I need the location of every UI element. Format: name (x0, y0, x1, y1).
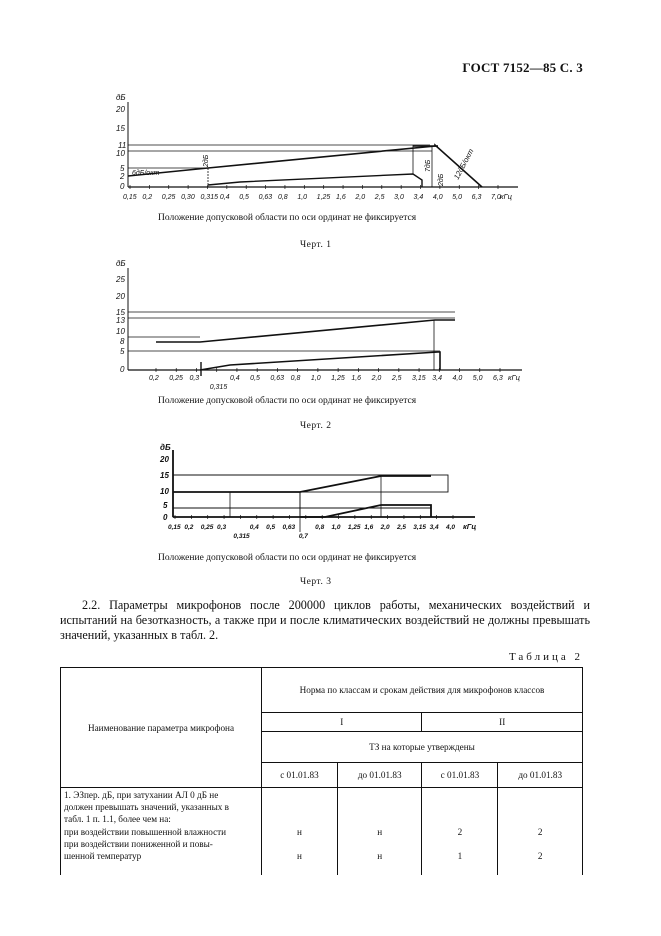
chart-3-caption: Положение допусковой области по оси ординат не фиксируется (158, 553, 417, 563)
x-tick-label: 1,0 (310, 375, 321, 382)
x-tick-label: 6,3 (471, 194, 482, 201)
x-tick-label: 1,6 (336, 194, 346, 201)
chart-3-ytick: 5 (163, 501, 168, 510)
x-tick-label: 6,3 (493, 375, 503, 382)
chart-2-ytick: 10 (116, 327, 125, 336)
x-tick-label: 0,8 (277, 194, 288, 201)
chart-2-ytick: 0 (120, 365, 125, 374)
x-tick-label: 1,25 (331, 375, 345, 382)
chart-1-annotation: 2дБ (438, 173, 445, 186)
cell-value: н (377, 826, 383, 837)
x-tick-label: 1,6 (351, 375, 362, 382)
x-tick-label: 0,15 (168, 524, 181, 531)
chart-1-ylabel: дБ (116, 93, 126, 102)
row-text: шенной температур (64, 850, 142, 861)
row-1-cell (337, 788, 422, 876)
x-tick-label: 0,2 (184, 524, 194, 531)
x-tick-label: 0,2 (149, 375, 159, 382)
x-tick-label: 2,0 (371, 375, 382, 382)
row-text: должен превышать значений, указанных в (64, 802, 230, 813)
col-header: до 01.01.83 (337, 763, 422, 788)
chart-2-caption: Положение допусковой области по оси ординат не фиксируется (158, 396, 417, 406)
x-tick-label: 3,4 (413, 194, 424, 201)
chart-1 (110, 92, 530, 207)
chart-2 (110, 258, 530, 391)
class-1-header: I (262, 713, 422, 732)
x-tick-label: 2,0 (355, 194, 366, 201)
x-tick-label: 2,5 (374, 194, 385, 201)
chart-3-lower-limit (300, 505, 431, 517)
chart-3-ytick: 10 (160, 487, 169, 496)
row-text: табл. 1 п. 1.1, более чем на: (64, 814, 171, 825)
chart-3-xunit: кГц (463, 522, 477, 531)
x-tick-label: 0,7 (298, 533, 308, 540)
x-tick-label: 1,25 (316, 194, 331, 201)
x-tick-label: 0,4 (229, 375, 240, 382)
col-header: с 01.01.83 (422, 763, 498, 788)
x-tick-label: 0,3 (217, 524, 227, 531)
chart-2-lower-limit (200, 352, 440, 370)
x-tick-label: 3,15 (413, 524, 426, 531)
chart-2-ytick: 13 (116, 316, 125, 325)
x-tick-label: 2,5 (396, 524, 406, 531)
x-tick-label: 0,4 (219, 194, 230, 201)
row-1-cell (498, 788, 583, 876)
col-header: до 01.01.83 (498, 763, 583, 788)
col-header: с 01.01.83 (262, 763, 338, 788)
chart-1-annotation: 7дБ (425, 159, 432, 172)
chart-1-ytick: 10 (116, 149, 125, 158)
x-tick-label: 4,0 (452, 375, 463, 382)
chart-1-lower-limit (208, 174, 422, 187)
chart-2-ytick: 5 (120, 347, 125, 356)
chart-1-ytick: 11 (118, 141, 127, 150)
row-1-cell (262, 788, 338, 876)
section-paragraph (60, 598, 590, 644)
x-tick-label: 3,4 (432, 375, 443, 382)
x-tick-label: 0,63 (282, 524, 296, 531)
param-header: Наименование параметра микрофона (61, 668, 262, 788)
cell-value: 2 (537, 826, 543, 837)
chart-3-ylabel: дБ (160, 443, 171, 452)
cell-value: 1 (457, 850, 463, 861)
chart-2-ytick: 15 (116, 308, 125, 317)
row-1-cell (422, 788, 498, 876)
chart-1-title: Черт. 1 (300, 240, 332, 250)
class-2-header: II (422, 713, 583, 732)
table-title: Таблица 2 (508, 651, 583, 663)
chart-3-ytick: 0 (163, 513, 168, 522)
x-tick-label: 5,0 (472, 375, 483, 382)
chart-1-ytick: 20 (116, 105, 125, 114)
x-tick-label: 0,63 (270, 375, 285, 382)
x-tick-label: 0,63 (258, 194, 273, 201)
x-tick-label: 0,315 (233, 533, 250, 540)
chart-1-ytick: 2 (120, 172, 125, 181)
cell-value: н (296, 850, 302, 861)
x-tick-label: 0,8 (290, 375, 301, 382)
x-tick-label: 0,25 (161, 194, 176, 201)
x-tick-label: 0,5 (239, 194, 249, 201)
paragraph-text: 2.2. Параметры микрофонов после 200000 циклов работы, механических воздействий и испытаний на безотказность, а также при и после климатических воздействий не должны превышать значений, указанных в табл. 2. (60, 598, 590, 643)
chart-3 (155, 440, 495, 550)
x-tick-label: 3,0 (394, 194, 404, 201)
chart-2-upper-limit (156, 320, 455, 342)
x-tick-label: 0,315 (209, 384, 228, 391)
chart-2-ytick: 20 (116, 292, 125, 301)
chart-1-annotation: 12дБ/окт (451, 147, 476, 181)
chart-1-ytick: 5 (120, 164, 125, 173)
tz-header: ТЗ на которые утверждены (262, 732, 583, 763)
chart-1-ytick: 0 (120, 182, 125, 191)
chart-2-title: Черт. 2 (300, 421, 332, 431)
x-tick-label: 0,4 (249, 524, 259, 531)
page-header: ГОСТ 7152—85 С. 3 (462, 60, 583, 75)
x-tick-label: 2,0 (380, 524, 390, 531)
chart-1-xunit: кГц (500, 192, 512, 201)
chart-2-ytick: 25 (116, 275, 125, 284)
cell-value: 2 (457, 826, 463, 837)
row-text: 1. ЭЗпер. дБ, при затухании АЛ 0 дБ не (64, 790, 219, 800)
x-tick-label: 1,0 (297, 194, 308, 201)
chart-3-ytick: 20 (160, 455, 169, 464)
row-text: при воздействии повышенной влажности (64, 826, 227, 837)
x-tick-label: 1,25 (347, 524, 361, 531)
chart-1-annotation: 6дБ/окт (132, 170, 160, 177)
x-tick-label: 0,30 (181, 194, 195, 201)
x-tick-label: 0,8 (315, 524, 325, 531)
x-tick-label: 4,0 (432, 194, 443, 201)
norm-header: Норма по классам и срокам действия для микрофонов классов (262, 668, 583, 713)
chart-3-ytick: 15 (160, 471, 169, 480)
x-tick-label: 5,0 (452, 194, 462, 201)
x-tick-label: 3,4 (429, 524, 439, 531)
chart-1-caption: Положение допусковой области по оси ординат не фиксируется (158, 213, 417, 223)
parameters-table (60, 667, 583, 875)
x-tick-label: 0,25 (200, 524, 214, 531)
x-tick-label: 7,0 (491, 194, 501, 201)
x-tick-label: 0,315 (200, 194, 219, 201)
chart-2-xunit: кГц (508, 373, 520, 382)
cell-value: н (377, 850, 383, 861)
x-tick-label: 0,3 (189, 375, 200, 382)
x-tick-label: 4,0 (446, 524, 456, 531)
x-tick-label: 3,15 (412, 375, 426, 382)
chart-1-ytick: 15 (116, 124, 125, 133)
x-tick-label: 0,5 (250, 375, 260, 382)
cell-value: н (296, 826, 302, 837)
x-tick-label: 0,2 (142, 194, 153, 201)
x-tick-label: 1,0 (331, 524, 341, 531)
chart-2-ytick: 8 (120, 337, 125, 346)
x-tick-label: 1,6 (364, 524, 374, 531)
x-tick-label: 0,15 (123, 194, 137, 201)
chart-1-annotation: 2дБ (203, 154, 210, 167)
x-tick-label: 0,25 (169, 375, 183, 382)
chart-2-ylabel: дБ (116, 259, 126, 268)
row-1-label (61, 788, 262, 876)
x-tick-label: 0,5 (266, 524, 276, 531)
x-tick-label: 2,5 (391, 375, 402, 382)
chart-3-lower-band (173, 492, 300, 517)
chart-3-title: Черт. 3 (300, 577, 332, 587)
chart-3-upper-limit (173, 476, 431, 492)
row-text: при воздействии пониженной и повы- (64, 838, 213, 849)
cell-value: 2 (537, 850, 543, 861)
